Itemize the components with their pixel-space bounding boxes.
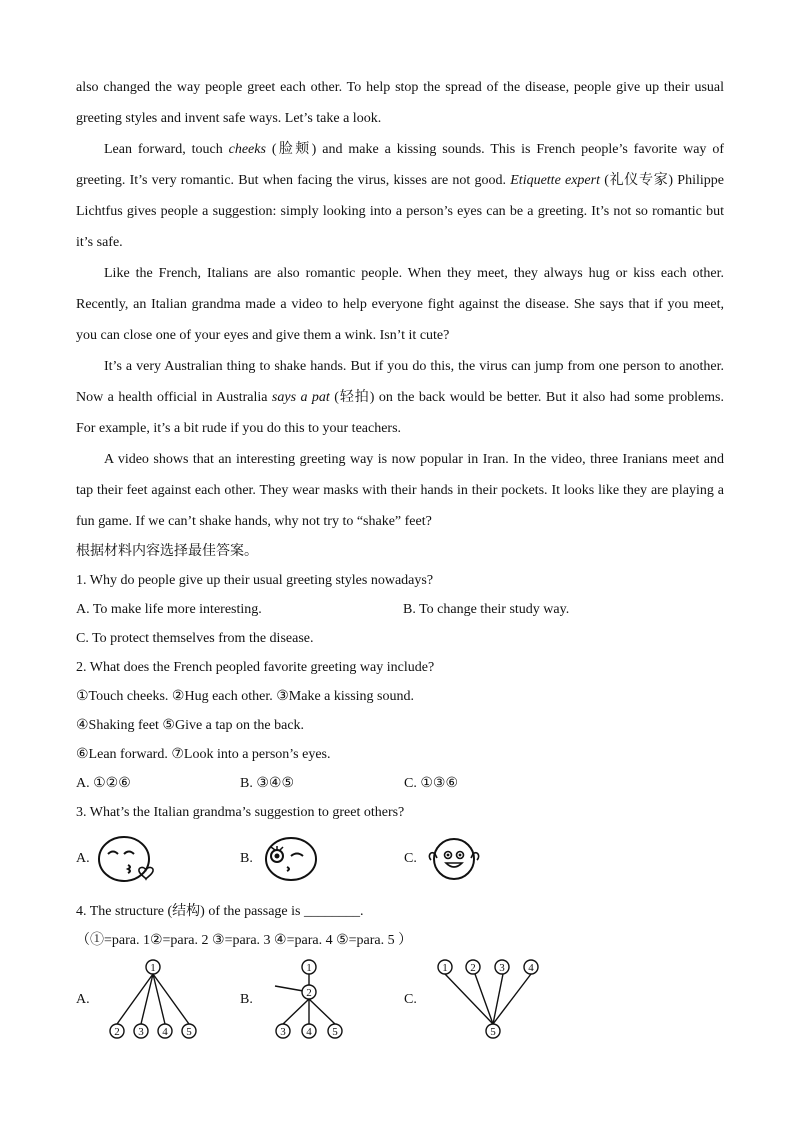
node-4: 4 [528, 962, 534, 974]
structure-diagram-c [423, 958, 543, 1042]
instruction: 根据材料内容选择最佳答案。 [76, 544, 258, 559]
node-5: 5 [332, 1026, 338, 1038]
question-4-options [76, 955, 724, 1045]
question-1-stem: 1. Why do people give up their usual greeting styles nowadays? [76, 573, 434, 588]
structure-diagram-b [259, 958, 369, 1042]
q2-option-c[interactable]: C. ①③⑥ [404, 776, 458, 791]
q2-choices-line-3: ⑥Lean forward. ⑦Look into a person’s eyes. [76, 747, 331, 762]
q2-choices-line-2: ④Shaking feet ⑤Give a tap on the back. [76, 718, 305, 733]
node-3: 3 [499, 962, 505, 974]
q4-option-b[interactable]: B. 1 2 3 4 5 [240, 958, 404, 1042]
node-1: 1 [442, 962, 448, 974]
question-3-stem: 3. What’s the Italian grandma’s suggestion to greet others? [76, 805, 405, 820]
q4-option-c[interactable]: C. 1 2 3 4 5 [404, 958, 568, 1042]
question-4-legend: （①=para. 1②=para. 2 ③=para. 3 ④=para. 4 ⑤=para. 5 ） [76, 933, 413, 948]
node-1: 1 [306, 962, 312, 974]
smiling-face-icon [421, 832, 487, 886]
question-3-options [76, 829, 724, 889]
node-2: 2 [306, 987, 312, 999]
q4-option-a[interactable]: A. 1 2 3 4 5 [76, 958, 240, 1042]
winking-face-icon [257, 832, 323, 886]
q1-option-c[interactable]: C. To protect themselves from the disease. [76, 631, 314, 646]
q1-option-a[interactable]: A. To make life more interesting. [76, 602, 262, 617]
q3-option-c[interactable]: C. [404, 832, 568, 886]
node-3: 3 [137, 1026, 144, 1038]
q2-option-a[interactable]: A. ①②⑥ [76, 776, 131, 791]
node-2: 2 [113, 1026, 120, 1038]
term-etiquette-expert: Etiquette expert [510, 173, 600, 188]
passage-paragraph-2: Lean forward, touch cheeks (脸颊) and make a kissing sounds. This is French people’s favorite way of greeting. It’s very romantic. But when facing the virus, kisses are not good. Etiquette expert (礼仪专家) Philippe Lichtfus gives people a suggestion: simply looking into a person’s eyes can be a greeting. It’s not so romantic but it’s safe. [76, 142, 724, 250]
worksheet-page [76, 72, 724, 1045]
q3-option-a[interactable]: A. [76, 832, 240, 886]
passage-paragraph-5: A video shows that an interesting greeting way is now popular in Iran. In the video, three Iranians meet and tap their feet against each other. They wear masks with their hands in their pockets. It looks like they are playing a fun game. If we can’t shake hands, why not try to “shake” feet? [76, 452, 724, 529]
node-2: 2 [470, 962, 476, 974]
question-2-options [76, 769, 724, 798]
question-1-options [76, 595, 724, 624]
passage-paragraph-3: Like the French, Italians are also romantic people. When they meet, they always hug or kiss each other. Recently, an Italian grandma made a video to help everyone fight against the disease. She says that if you meet, you can close one of your eyes and give them a wink. Isn’t it cute? [76, 266, 724, 343]
node-1: 1 [149, 962, 156, 974]
passage-paragraph-1: also changed the way people greet each other. To help stop the spread of the disease, people give up their usual greeting styles and invent safe ways. Let’s take a look. [76, 80, 724, 126]
passage-paragraph-4: It’s a very Australian thing to shake hands. But if you do this, the virus can jump from one person to another. Now a health official in Australia says a pat (轻拍) on the back would be better. But it also had some problems. For example, it’s a bit rude if you do this to your teachers. [76, 359, 725, 436]
q2-option-b[interactable]: B. ③④⑤ [240, 776, 294, 791]
structure-diagram-a [96, 958, 206, 1042]
term-cheeks: cheeks [228, 142, 266, 157]
node-4: 4 [161, 1026, 168, 1038]
q3-option-b[interactable]: B. [240, 832, 404, 886]
node-5: 5 [185, 1026, 192, 1038]
node-3: 3 [280, 1026, 286, 1038]
q1-option-b[interactable]: B. To change their study way. [403, 602, 570, 617]
kissing-face-icon [94, 832, 160, 886]
q2-choices-line-1: ①Touch cheeks. ②Hug each other. ③Make a kissing sound. [76, 689, 414, 704]
question-2-stem: 2. What does the French peopled favorite greeting way include? [76, 660, 435, 675]
node-4: 4 [306, 1026, 312, 1038]
node-5: 5 [490, 1026, 496, 1038]
question-4-stem: 4. The structure (结构) of the passage is ________. [76, 904, 364, 919]
term-says-a-pat: says a pat [271, 390, 330, 405]
